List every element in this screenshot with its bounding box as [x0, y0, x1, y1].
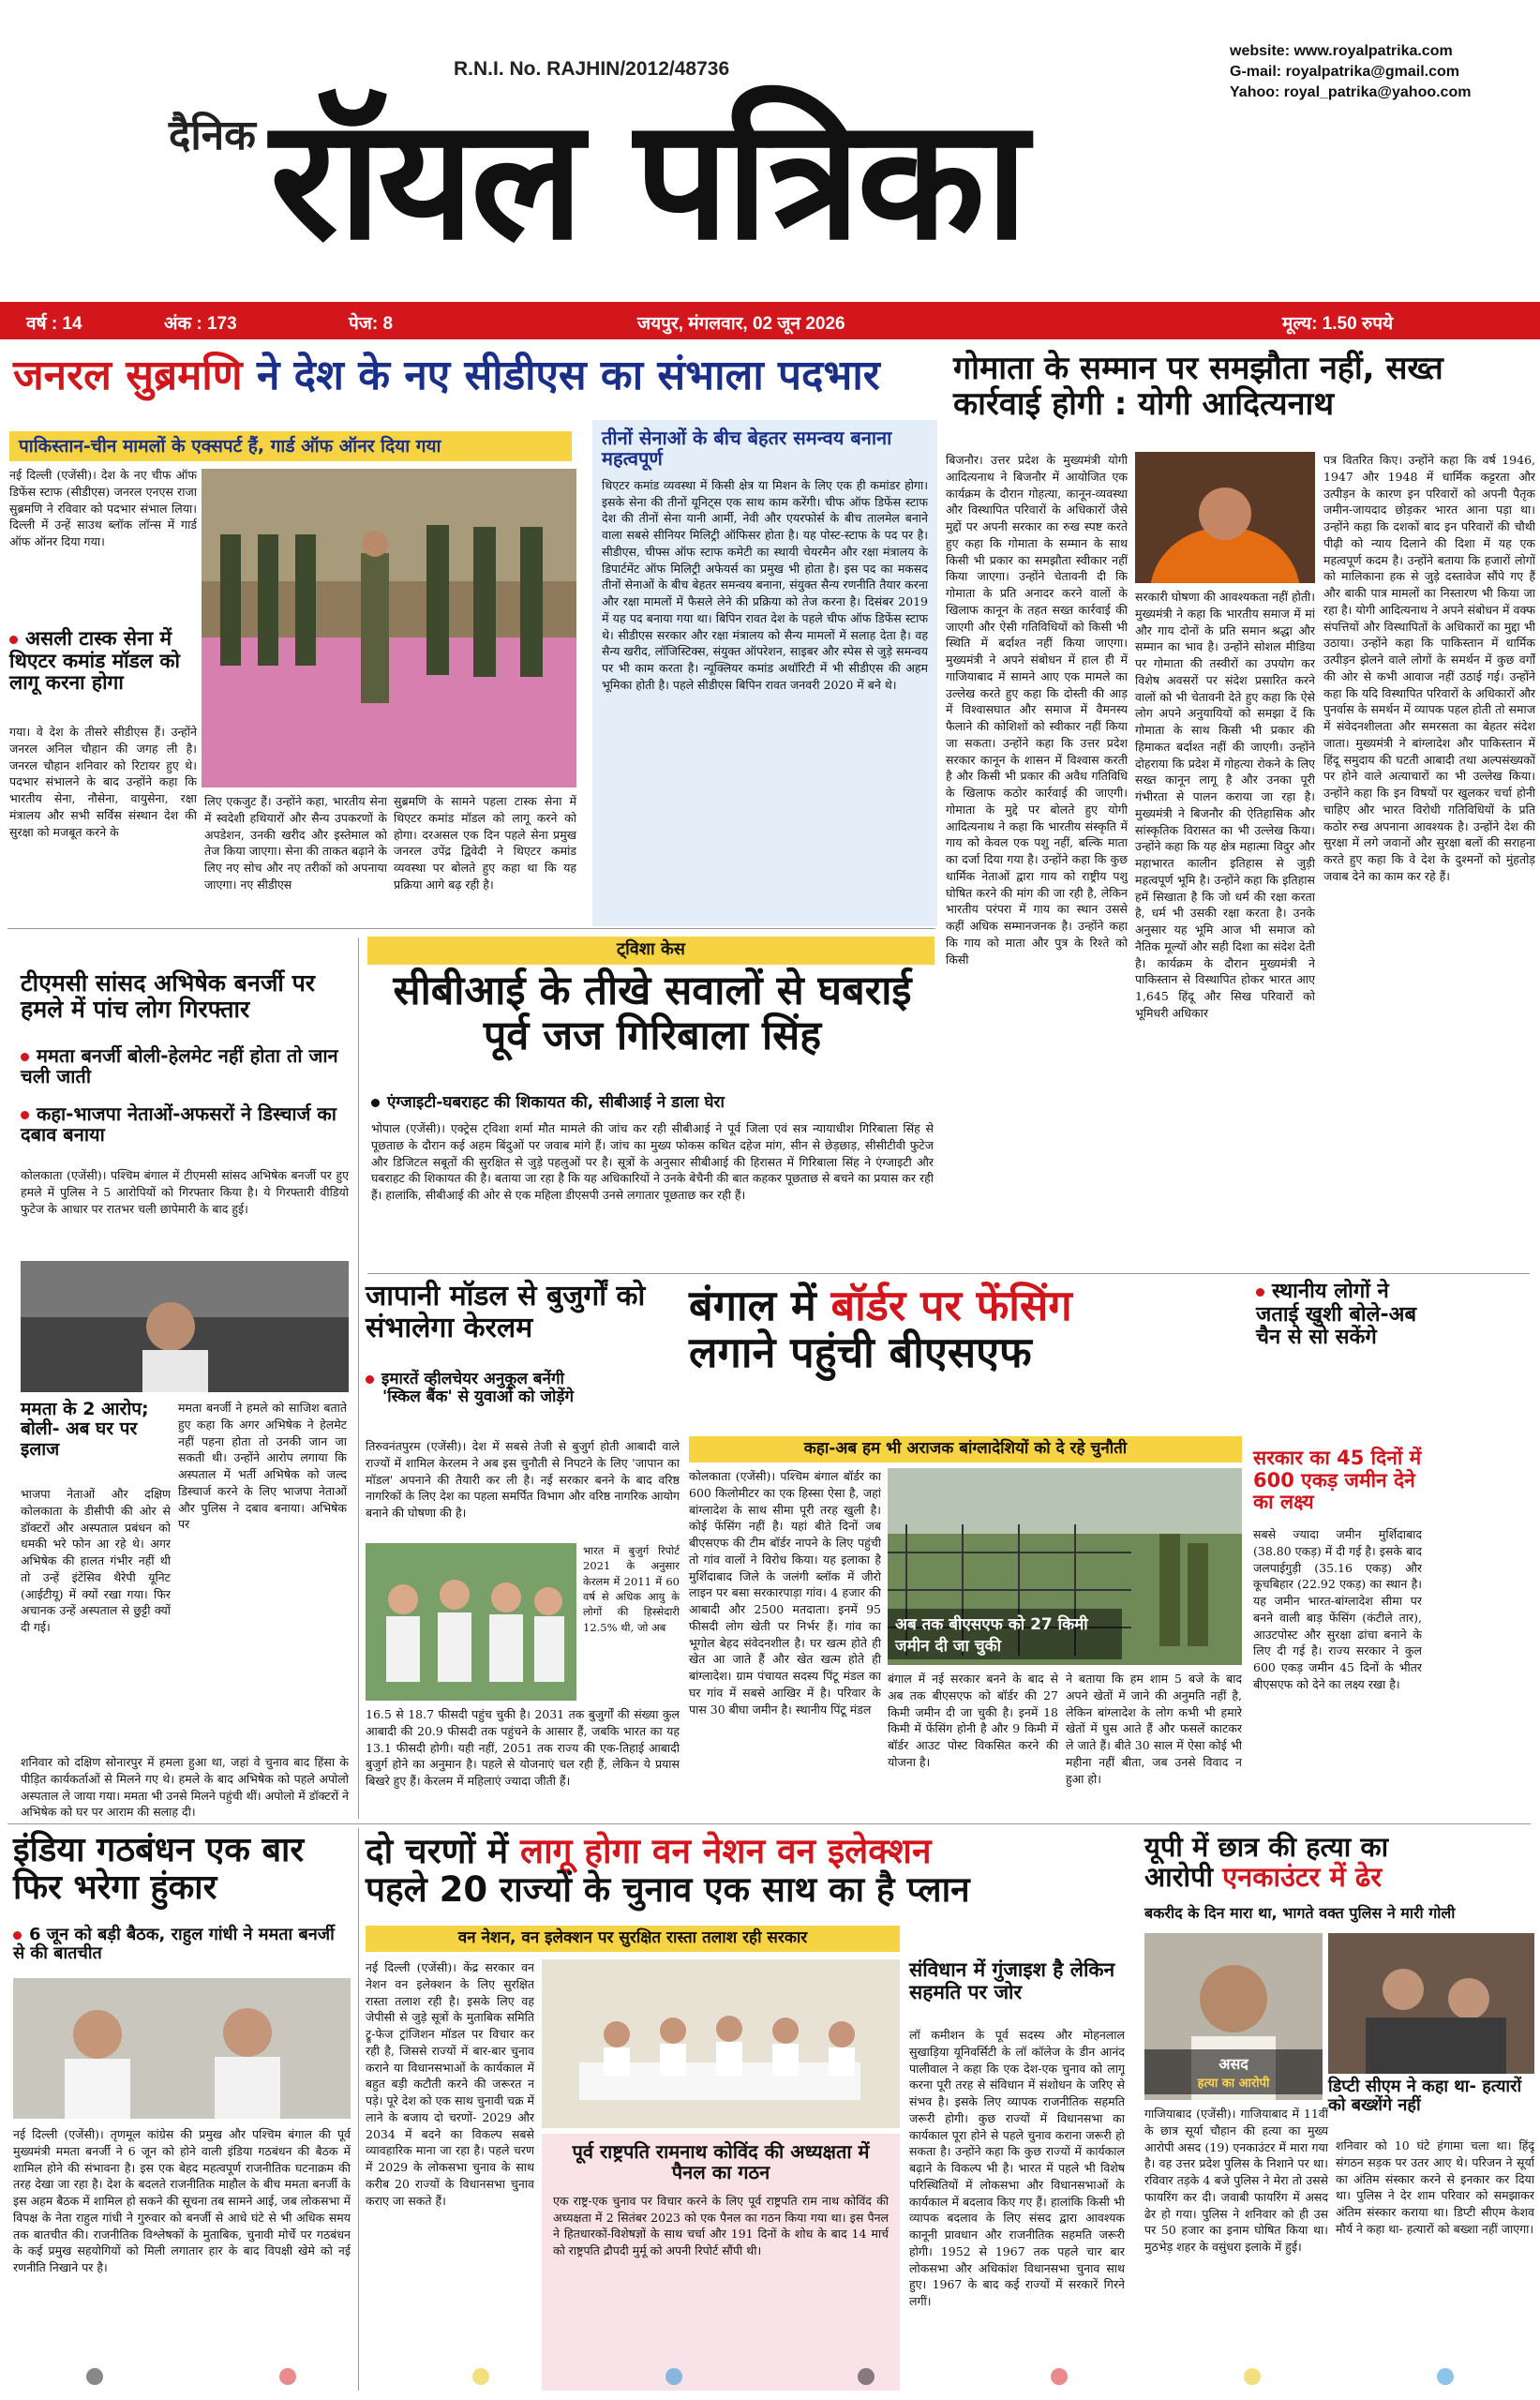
- tmc-bullet-2-text: कहा-भाजपा नेताओं-अफसरों ने डिस्चार्ज का दबाव बनाया: [21, 1102, 336, 1147]
- issue-label: अंक : 173: [164, 314, 237, 334]
- bsf-headline-red: बॉर्डर पर फेंसिंग: [830, 1281, 1072, 1330]
- bsf-headline: [689, 1282, 1251, 1377]
- divider-v2: [358, 1828, 359, 2391]
- daily-label: दैनिक: [169, 112, 256, 159]
- one-nation-head-a: दो चरणों में: [366, 1831, 509, 1871]
- kerala-col: भारत में बुजुर्ग रिपोर्ट 2021 के अनुसार केरलम में 2011 में 60 वर्ष से अधिक आयु के लोगों की हिस्सेदारी 12.5% थी, जो अब: [583, 1544, 680, 1634]
- up-deputy-cm-quote: डिप्टी सीएम ने कहा था- हत्यारों को बख्शेंगे नहीं: [1328, 2077, 1522, 2116]
- cds-lead-text: नई दिल्ली (एजेंसी)। देश के नए चीफ ऑफ डिफेंस स्टाफ (सीडीएस) जनरल एनएस राजा सुब्रमणि ने रविवार को पदभार संभाल लिया। दिल्ली में उन्हें साउथ ब्लॉक लॉन्स में गार्ड ऑफ ऑनर दिया गया।: [9, 468, 197, 548]
- year-label: वर्ष : 14: [26, 314, 82, 334]
- story-up-encounter: [1139, 1828, 1540, 2400]
- elderly-group-image: [366, 1543, 576, 1701]
- story-cds: [0, 347, 947, 928]
- alliance-photo: [13, 1978, 351, 2119]
- kerala-headline: जापानी मॉडल से बुजुर्गों को संभालेगा केरलम: [366, 1280, 646, 1344]
- page-count: पेज: 8: [349, 314, 394, 334]
- tmc-bullet-1-text: ममता बनर्जी बोली-हेलमेट नहीं होता तो जान चली जाती: [21, 1044, 338, 1088]
- tmc-side-body: भाजपा नेताओं और दक्षिण कोलकाता के डीसीपी की ओर से डॉक्टरों और अस्पताल प्रबंधन को धमकी भरे फोन आ रहे थे। अगर अभिषेक की हालत गंभीर नहीं थी तो उन्हें इंटेंसिव थैरेपी यूनिट (आईटीयू) में क्यों रखा गया। फिर अचानक उन्हें अस्पताल से छुट्टी क्यों दी गई।: [21, 1487, 171, 1634]
- bsf-headline-1: बंगाल में: [689, 1281, 816, 1330]
- kerala-lead: तिरुवनंतपुरम (एजेंसी)। देश में सबसे तेजी से बुजुर्ग होती आबादी वाले राज्यों में शामिल केरलम ने अब इस चुनौती से निपटने के लिए 'जापान का मॉडल' अपनाने की तैयारी कर ली है। नई सरकार बनने के बाद वरिष्ठ नागरिकों के लिए देश का पहला समर्पित विभाग और वरिष्ठ नागरिक आयोग बनाने की घोषणा की है।: [366, 1439, 680, 1520]
- masthead: [0, 0, 1540, 300]
- up-photo-1: [1144, 1933, 1323, 2100]
- one-nation-panel-box: [542, 2134, 900, 2391]
- bsf-strap: कहा-अब हम भी अराजक बांग्लादेशियों को दे रहे चुनौती: [689, 1436, 1242, 1462]
- cds-headline-red: जनरल सुब्रमणि: [13, 352, 243, 399]
- story-yogi: [942, 347, 1540, 1266]
- bullet-icon: [21, 1053, 29, 1061]
- divider-3: [7, 1823, 1531, 1824]
- story-cbi: [367, 933, 934, 1270]
- cbi-bullet: [371, 1094, 934, 1112]
- one-nation-strap: वन नेशन, वन इलेक्शन पर सुरक्षित रास्ता तलाश रही सरकार: [366, 1926, 900, 1952]
- bsf-under-1: बंगाल में नई सरकार बनने के बाद से अब तक बीएसएफ को बॉर्डर की 27 किमी जमीन दी जा चुकी है। इनमें 18 किमी में फेंसिंग होनी है और 9 किमी में बॉर्डर आउट पोस्ट विकसित करने की योजना है।: [888, 1672, 1058, 1769]
- cds-body-col1: गया। वे देश के तीसरे सीडीएस हैं। उन्होंने जनरल अनिल चौहान की जगह ली है। जनरल चौहान शनिवार को रिटायर हुए थे। पदभार संभालने के बाद उन्होंने कहा कि भारतीय सेना, नौसेना, वायुसेना, रक्षा मंत्रालय और सभी सर्विस संस्थान देश की सुरक्षा को मजबूत करने के: [9, 725, 197, 839]
- cds-guard-photo: [202, 469, 576, 788]
- bsf-side-head: [1256, 1281, 1425, 1350]
- bsf-land-head: सरकार का 45 दिनों में 600 एकड़ जमीन देने का लक्ष्य: [1253, 1447, 1422, 1514]
- price-label: मूल्य: 1.50 रुपये: [1282, 314, 1394, 334]
- yogi-col3: पत्र वितरित किए। उन्होंने कहा कि वर्ष 1946, 1947 और 1948 में धार्मिक कट्टरता और उत्पीड़न के कारण इन परिवारों को अपनी पैतृक जमीन-जायदाद छोड़कर भारत आना पड़ा था। उन्होंने कहा कि दशकों बाद इन परिवारों की चौथी पीढ़ी को न्याय दिलाने की दिशा में यह एक महत्वपूर्ण कदम है। उन्होंने बताया कि हजारों लोगों को मालिकाना हक से जुड़े दस्तावेज सौंपे गए हैं और बाकी पात्र मामलों का निस्तारण भी किया जा रहा है। योगी आदित्यनाथ ने अपने संबोधन में वक्फ संपत्तियों और विस्थापितों के अधिकारों का मुद्दा भी उठाया। उन्होंने कहा कि पाकिस्तान में धार्मिक उत्पीड़न झेलने वाले लोगों के समर्थन में कुछ वर्गों की ओर से कभी आवाज नहीं उठाई गई। उन्होंने कहा कि यदि विस्थापित परिवारों के अधिकारों और पुनर्वास के समर्थन में व्यापक पहल होती तो समाज में संवेदनशीलता और समरसता का बेहतर संदेश जाता। मुख्यमंत्री ने बांग्लादेश और पाकिस्तान में हिंदू समुदाय की घटती आबादी तथा अल्पसंख्यकों पर होने वाले अत्याचारों का भी उल्लेख किया। उन्होंने कहा कि इन विषयों पर खुलकर चर्चा होनी चाहिए और भारत विरोधी गतिविधियों के प्रति कठोर रुख अपनाना आवश्यक है। उन्होंने देश की सुरक्षा में लगे जवानों और सुरक्षा बलों की सराहना करते हुए कहा कि वे देश के दुश्मनों को मुंहतोड़ जवाब देने का काम कर रहे हैं।: [1323, 453, 1535, 883]
- kerala-bullet-text: इमारतें व्हीलचेयर अनुकूल बनेंगी: [381, 1370, 564, 1388]
- info-bar: [0, 302, 1540, 339]
- tmc-side-head: ममता के 2 आरोप; बोली- अब घर पर इलाज: [21, 1399, 149, 1460]
- up-headline-a: यूपी में छात्र की हत्या का: [1144, 1831, 1389, 1863]
- cds-body-col2: लिए एकजुट हैं। उन्होंने कहा, भारतीय सेना में स्वदेशी हथियारों और सैन्य उपकरणों के अपडेशन, उनकी खरीद और इस्तेमाल को तेज किया जाएगा। सेना की ताकत बढ़ाने के लिए नए सोच और नए तरीकों को अपनाया जाएगा। नए सीडीएस: [204, 794, 387, 892]
- cbi-headline: सीबीआई के तीखे सवालों से घबराई पूर्व जज गिरिबाला सिंह: [393, 968, 912, 1060]
- website-text: website: www.royalpatrika.com: [1230, 43, 1453, 59]
- cds-sidebox-body: थिएटर कमांड व्यवस्था में किसी क्षेत्र या मिशन के लिए एक ही कमांडर होगा। इसके सेना की तीनों यूनिट्स एक साथ काम करेंगी। चीफ ऑफ डिफेंस स्टाफ देश की तीनों सेना यानी आर्मी, नेवी और एयरफोर्स के बीच तालमेल बनाने वाला सबसे सीनियर मिलिट्री ऑफिसर होता है। यह पोस्ट-स्टाफ के पद पर है। सीडीएस, चीफ्स ऑफ स्टाफ कमेटी का स्थायी चेयरमैन और रक्षा मंत्रालय के डिपार्टमेंट ऑफ मिलिट्री अफेयर्स का प्रमुख भी होता है। इस पद का मकसद तीनों सेनाओं के बीच बेहतर समन्वय बनाना, संयुक्त सैन्य रणनीति तैयार करना और रक्षा मामलों में फैसले लेने की प्रक्रिया को तेज करना है। दिसंबर 2019 में यह पद बनाया गया था। बिपिन रावत देश के पहले चीफ ऑफ डिफेंस स्टाफ थे। सीडीएस सरकार और रक्षा मंत्रालय को सैन्य मामलों में सलाह देता है। वह सैन्य खरीद, लॉजिस्टिक्स, संयुक्त ऑपरेशन, साइबर और स्पेस से जुड़े समन्वय पर भी काम करता है। न्यूक्लियर कमांड अथॉरिटी में भी सीडीएस की अहम भूमिका होती है। पहले सीडीएस बिपिन रावत जनवरी 2020 में बने थे।: [602, 477, 928, 692]
- color-registration-bar: [0, 2368, 1540, 2394]
- newspaper-title: रॉयल पत्रिका: [270, 82, 1025, 277]
- bsf-body: कोलकाता (एजेंसी)। पश्चिम बंगाल बॉर्डर का 600 किलोमीटर का एक हिस्सा ऐसा है, जहां बांग्लादेश के साथ सीमा पूरी तरह खुली है। कोई फेंसिंग नहीं है। यहां बीते दिनों जब बीएसएफ की टीम बॉर्डर नापने के लिए पहुंची तो गांव वालों ने विरोध किया। यह इलाका है मुर्शिदाबाद जिले के जलंगी ब्लॉक में जीरो लाइन पर बसा सरकारपाड़ा गांव। 4 हजार की आबादी और 2500 मतदाता। इनमें 95 फीसदी लोग खेती पर निर्भर हैं। गांव का भूगोल बेहद संवेदनशील है। घर खत्म होते ही खेत आ जाते हैं और खेत खत्म होते ही बांग्लादेश। ग्राम पंचायत सदस्य पिंटू मंडल का घर गांव में सबसे आखिर में है। परिवार के पास 30 बीघा जमीन है। स्थानीय पिंटू मंडल: [689, 1469, 881, 1717]
- one-nation-side-body: लॉ कमीशन के पूर्व सदस्य और मोहनलाल सुखाड़िया यूनिवर्सिटी के लॉ कॉलेज के डीन आनंद पालीवाल ने कहा कि एक देश-एक चुनाव को लागू करना पूरी तरह से संविधान में संशोधन के जरिए से संभव है। इसके लिए व्यापक राजनीतिक सहमति जरूरी होगी। कुछ राज्यों में विधानसभा का कार्यकाल पूरा होने से पहले चुनाव कराना जरूरी हो सकता है। उन्होंने कहा कि कुछ राज्यों में कार्यकाल बढ़ाने के विकल्प भी है। भारत में पहले भी विशेष परिस्थितियों में लोकसभा और विधानसभाओं के कार्यकाल में बदलाव किए गए हैं। हालांकि किसी भी व्यापक बदलाव के लिए संसद द्वारा आवश्यक कानूनी प्रावधान और राजनीतिक सहमति जरूरी होगी। 1952 से 1967 तक पहले चार बार लोकसभा और अधिकांश विधानसभा चुनाव साथ हुए। 1967 के बाद कई राज्यों में सरकारें गिरने लगीं।: [909, 2028, 1125, 2308]
- yogi-col2: सरकारी घोषणा की आवश्यकता नहीं होती। मुख्यमंत्री ने कहा कि भारतीय समाज में मां और गाय दोनों के प्रति समान श्रद्धा और सम्मान का भाव है। उन्होंने सोशल मीडिया पर गोमाता की तस्वीरों का उपयोग कर विशेष अवसरों पर संदेश प्रसारित करने वालों को भी चेतावनी देते हुए कहा कि ऐसे लोग अपने अनुयायियों को समझा दें कि गोमाता के साथ किसी भी प्रकार की हिमाकत बर्दाश्त नहीं की जाएगी। उन्होंने दोहराया कि प्रदेश में गोहत्या रोकने के लिए सख्त कानून लागू है और उनका पूरी गंभीरता से पालन कराया जा रहा है। मुख्यमंत्री ने बिजनौर की ऐतिहासिक और सांस्कृतिक विरासत का भी उल्लेख किया। उन्होंने कहा कि यह क्षेत्र महात्मा विदुर और महाभारत कालीन इतिहास से जुड़ी महत्वपूर्ण भूमि है। उन्होंने कहा कि इतिहास हमें सिखाता है कि जो धर्म की रक्षा करता है, धर्म भी उसकी रक्षा करता है। उनके अनुसार यह भूमि आज भी समाज को नैतिक मूल्यों और सही दिशा का संदेश देती है। कार्यक्रम के दौरान मुख्यमंत्री ने पाकिस्तान से विस्थापित होकर भारत आए 1,645 हिंदू और सिख परिवारों को भूमिधरी अधिकार: [1135, 590, 1315, 1020]
- story-india-alliance: [0, 1828, 356, 2400]
- kerala-bullet-text-2: 'स्किल बैंक' से युवाओं को जोड़ेंगे: [382, 1388, 575, 1407]
- bullet-icon: [1256, 1288, 1264, 1297]
- yogi-portrait-image: [1135, 452, 1315, 583]
- yogi-photo: [1135, 452, 1315, 583]
- cbi-body: भोपाल (एजेंसी)। एक्ट्रेस ट्विशा शर्मा मौत मामले की जांच कर रही सीबीआई ने पूर्व जिला एवं सत्र न्यायाधीश गिरिबाला सिंह से पूछताछ के दौरान कई अहम बिंदुओं पर जवाब मांगे हैं। जांच का मुख्य फोकस कथित दहेज मांग, सीन से छेड़छाड़, सीसीटीवी फुटेज और डिजिटल सबूतों की सुरक्षित से जुड़े पहलुओं पर है। सूत्रों के अनुसार सीबीआई की हिरासत में गिरिबाला सिंह ने एंग्जाइटी और घबराहट की शिकायत की है। बताया जा रहा है कि यह अधिकारियों ने उनके बेचैनी की बात कहकर पूछताछ से बचने का प्रयास कर रही हैं। हालांकि, सीबीआई की ओर से एक महिला डीएसपी उनसे लगातार पूछताछ कर रही हैं।: [371, 1121, 934, 1202]
- cds-sidebox: [592, 420, 937, 926]
- story-tmc: [0, 933, 356, 1833]
- tmc-lead: कोलकाता (एजेंसी)। पश्चिम बंगाल में टीएमसी सांसद अभिषेक बनर्जी पर हुए हमले में पुलिस ने 5 आरोपियों को गिरफ्तार किया है। ये गिरफ्तारी वीडियो फुटेज के आधार पर रातभर चली छापेमारी के बाद हुई।: [21, 1168, 349, 1216]
- up-strap: बकरीद के दिन मारा था, भागते वक्त पुलिस ने मारी गोली: [1144, 1904, 1456, 1922]
- cds-headline: [13, 352, 880, 398]
- bsf-headline-2: लगाने पहुंची बीएसएफ: [689, 1328, 1032, 1378]
- bsf-side-head-text: स्थानीय लोगों ने जताई खुशी बोले-अब चैन से सो सकेंगे: [1256, 1280, 1417, 1350]
- rni-number: R.N.I. No. RAJHIN/2012/48736: [454, 58, 730, 80]
- up-side: शनिवार को 10 घंटे हंगामा चला था। हिंदू संगठन सड़क पर उतर आए थे। परिजन ने सूर्या का अंतिम संस्कार करने से इनकार कर दिया था। पुलिस ने देर शाम परिवार को समझाकर अंतिम संस्कार कराया था। डिप्टी सीएम केशव मौर्य ने कहा था- हत्यारों को बख्शा नहीं जाएगा।: [1336, 2138, 1534, 2236]
- contact-block: [1230, 41, 1471, 103]
- bsf-land-body: सबसे ज्यादा जमीन मुर्शिदाबाद (38.80 एकड़) में दी गई है। इसके बाद जलपाईगुड़ी (35.16 एकड़) और कूचबिहार (22.92 एकड़) का स्थान है। यह जमीन भारत-बांग्लादेश सीमा पर बनने वाली बाड़ फेंसिंग (कंटीले तार), आउटपोस्ट और सुरक्षा ढांचा बनाने के लिए दी गई है। राज्य सरकार ने कुल 600 एकड़ जमीन 45 दिनों के भीतर बीएसएफ को देने का लक्ष्य रखा है।: [1253, 1527, 1422, 1691]
- one-nation-photo: [542, 1959, 900, 2128]
- up-photo-2: [1328, 1933, 1534, 2074]
- up-headline-b: आरोपी: [1144, 1861, 1213, 1894]
- tmc-right-body: ममता बनर्जी ने हमले को साजिश बताते हुए कहा कि अगर अभिषेक ने हेलमेट नहीं पहना होता तो उनकी जान जा सकती थी। उन्होंने आरोप लगाया कि अस्पताल में भर्ती अभिषेक को जल्द डिस्चार्ज करने के लिए भाजपा नेताओं और पुलिस ने दबाव बनाया। अभिषेक पर: [178, 1401, 347, 1532]
- bsf-under-2: ने बताया कि हम शाम 5 बजे के बाद अपने खेतों में जाने की अनुमति नहीं है, लेकिन बांग्लादेश के लोग कभी भी हमारे खेतों में घुस आते हैं और फसलें काटकर ले जाते हैं। बीते 30 साल में ऐसा कोई भी महीना नहीं बीता, जब उनसे विवाद न हुआ हो।: [1066, 1672, 1242, 1786]
- kerala-bullet: [366, 1371, 680, 1406]
- up-photo-caption-name: असद: [1219, 2055, 1248, 2073]
- up-headline: [1144, 1832, 1538, 1893]
- tmc-photo: [21, 1261, 349, 1392]
- cbi-bullet-text: एंग्जाइटी-घबराहट की शिकायत की, सीबीआई ने डाला घेरा: [387, 1093, 725, 1112]
- alliance-headline: इंडिया गठबंधन एक बार फिर भरेगा हुंकार: [13, 1831, 305, 1908]
- one-nation-head-red: लागू होगा वन नेशन वन इलेक्शन: [519, 1831, 932, 1871]
- up-headline-red: एनकाउंटर में ढेर: [1222, 1861, 1383, 1894]
- one-nation-head-b: पहले 20 राज्यों के चुनाव एक साथ का है प्लान: [366, 1869, 970, 1911]
- tmc-headline: टीएमसी सांसद अभिषेक बनर्जी पर हमले में पांच लोग गिरफ्तार: [21, 969, 315, 1023]
- yogi-headline: गोमाता के सम्मान पर समझौता नहीं, सख्त कार्रवाई होगी : योगी आदित्यनाथ: [953, 350, 1443, 424]
- panel-meeting-image: [542, 1959, 900, 2128]
- cds-sidebox-title: तीनों सेनाओं के बीच बेहतर समन्वय बनाना महत्वपूर्ण: [602, 427, 892, 471]
- alliance-body: नई दिल्ली (एजेंसी)। तृणमूल कांग्रेस की प्रमुख और पश्चिम बंगाल की पूर्व मुख्यमंत्री ममता बनर्जी ने 6 जून को होने वाली इंडिया गठबंधन की बैठक में शामिल होने की संभावना है। इस एक बेहद महत्वपूर्ण राजनीतिक घटनाक्रम की तरह देखा जा रहा है। देश के बदलते राजनीतिक माहौल के बीच ममता बनर्जी के इस अहम बैठक में शामिल हो सकने की सूचना तब सामने आई, जब लोकसभा में विपक्ष के नेता राहुल गांधी ने गुरुवार को बनर्जी से आधे घंटे से भी अधिक समय तक बातचीत की। राजनीतिक विश्लेषकों के मुताबिक, चुनावी मोर्चे पर गठबंधन के कई प्रमुख सहयोगियों को मिली लगातार हार के बाद विपक्षी खेमे को नई रणनीति निखाने पर है।: [13, 2127, 351, 2274]
- up-photo-caption-1: [1144, 2049, 1323, 2094]
- bullet-icon: [13, 1931, 22, 1940]
- story-bsf: [689, 1277, 1533, 1839]
- yahoo-text: Yahoo: royal_patrika@yahoo.com: [1230, 84, 1472, 100]
- crowd-grief-image: [1328, 1933, 1534, 2074]
- cbi-kicker: ट्विशा केस: [367, 937, 934, 965]
- guard-of-honour-image: [202, 469, 576, 788]
- tmc-tail: शनिवार को दक्षिण सोनारपुर में हमला हुआ था, जहां वे चुनाव बाद हिंसा के पीड़ित कार्यकर्ताओं से मिलने गए थे। हमले के बाद अभिषेक को पहले अपोलो अस्पताल ले जाया गया। ममता भी उनसे मिलने पहुंची थीं। अपोलो में डॉक्टरों ने अभिषेक को घर पर आराम की सलाह दी।: [21, 1755, 349, 1820]
- bullet-icon: [9, 636, 18, 644]
- kerala-photo: [366, 1543, 576, 1701]
- tmc-bullet-1: [21, 1045, 349, 1088]
- bsf-photo-caption: अब तक बीएसएफ को 27 किमी जमीन दी जा चुकी: [888, 1609, 1122, 1659]
- up-body: गाजियाबाद (एजेंसी)। गाजियाबाद में 11वीं के छात्र सूर्या चौहान की हत्या का मुख्य आरोपी असद (19) एनकाउंटर में मारा गया है। वह उत्तर प्रदेश पुलिस के निशाने पर था। रविवार तड़के 4 बजे पुलिस ने मेरा तो उससे फायरिंग कर दी। जवाबी फायरिंग में असद ढेर हो गया। पुलिस ने शनिवार को ही उस पर 50 हजार का इनाम घोषित किया था। मुठभेड़ शहर के वसुंधरा इलाके में हुई।: [1144, 2107, 1328, 2254]
- story-kerala: [366, 1277, 684, 1839]
- tmc-bullet-2: [21, 1103, 349, 1146]
- alliance-bullet-text: 6 जून को बड़ी बैठक, राहुल गांधी ने ममता बनर्जी से की बातचीत: [13, 1925, 335, 1964]
- divider-v1: [358, 938, 359, 1819]
- leaders-meeting-image: [13, 1978, 351, 2119]
- cds-headline-blue: ने देश के नए सीडीएस का संभाला पदभार: [256, 352, 880, 399]
- car-interior-image: [21, 1261, 349, 1392]
- up-photo-caption-role: हत्या का आरोपी: [1197, 2077, 1270, 2091]
- one-nation-panel-head: पूर्व राष्ट्रपति रामनाथ कोविंद की अध्यक्षता में पैनल का गठन: [572, 2140, 870, 2184]
- cds-strap: पाकिस्तान-चीन मामलों के एक्सपर्ट हैं, गार्ड ऑफ ऑनर दिया गया: [9, 431, 572, 461]
- kerala-tail: 16.5 से 18.7 फीसदी पहुंच चुकी है। 2031 तक बुजुर्गों की संख्या कुल आबादी की 20.9 फीसदी तक पहुंचने के आसार हैं, जबकि भारत का यह 13.1 फीसदी होगी। यही नहीं, 2051 तक राज्य की एक-तिहाई आबादी बुजुर्ग होने का अनुमान है। पहले से योजनाएं चल रही हैं, लेकिन ये प्रयास बिखरे हुए हैं। केरलम में महिलाएं ज्यादा जीती हैं।: [366, 1707, 680, 1788]
- dateline: जयपुर, मंगलवार, 02 जून 2026: [637, 314, 845, 334]
- story-one-nation: [366, 1828, 1134, 2400]
- one-nation-body: नई दिल्ली (एजेंसी)। केंद्र सरकार वन नेशन वन इलेक्शन के लिए सुरक्षित रास्ता तलाश रही है। इसके लिए वह जेपीसी से जुड़े सूत्रों के मुताबिक समिति ट्रू-फेज ट्रांजिशन मॉडल पर विचार कर रही है, जिससे राज्यों में बार-बार चुनाव कराने या विधानसभाओं के कार्यकाल में बहुत बड़ी कटौती करने की जरूरत न पड़े। पूरे देश को एक साथ चुनावी चक्र में लाने के बजाय दो चरणों- 2029 और 2034 में बदने का विकल्प सबसे व्यावहारिक माना जा रहा है। पहले चरण में 2029 के लोकसभा चुनाव के साथ करीब 20 राज्यों के विधानसभा चुनाव कराए जा सकते हैं।: [366, 1960, 534, 2208]
- one-nation-headline: [366, 1832, 1134, 1910]
- one-nation-panel-body: एक राष्ट्र-एक चुनाव पर विचार करने के लिए पूर्व राष्ट्रपति राम नाथ कोविंद की अध्यक्षता में 2 सितंबर 2023 को एक पैनल का गठन किया गया था। इस पैनल ने हितधारकों-विशेषज्ञों के साथ चर्चा और 191 दिनों के शोध के बाद 14 मार्च को राष्ट्रपति द्रौपदी मुर्मू को अपनी रिपोर्ट सौंपी थी।: [553, 2193, 889, 2258]
- alliance-bullet: [13, 1926, 351, 1963]
- bullet-icon: [366, 1375, 374, 1384]
- bsf-photo: [888, 1468, 1242, 1665]
- yogi-col1: बिजनौर। उत्तर प्रदेश के मुख्यमंत्री योगी आदित्यनाथ ने बिजनौर में आयोजित एक कार्यक्रम के दौरान गोहत्या, कानून-व्यवस्था और विस्थापित परिवारों के अधिकारों जैसे मुद्दों पर अपनी सरकार का रुख स्पष्ट करते हुए कहा कि गोमाता के सम्मान के साथ किसी भी प्रकार का समझौता स्वीकार नहीं किया जाएगा। उन्होंने चेतावनी दी कि गोमाता के प्रति अनादर करने वालों के खिलाफ कानून के तहत सख्त कार्रवाई की जाएगी और ऐसी गतिविधियों को किसी भी स्थिति में बर्दाश्त नहीं किया जाएगा। मुख्यमंत्री ने अपने संबोधन में हाल ही में गाजियाबाद में सामने आए एक मामले का उल्लेख करते हुए कहा कि दोस्ती की आड़ में विश्वासघात और समाज में वैमनस्य फैलाने की कोशिशों को स्वीकार नहीं किया जा सकता। उन्होंने कहा कि उत्तर प्रदेश सरकार कानून के शासन में विश्वास करती है और किसी भी प्रकार की अवैध गतिविधि के खिलाफ कठोर कार्रवाई की जाएगी। गोमाता के मुद्दे पर बोलते हुए योगी आदित्यनाथ ने कहा कि भारतीय संस्कृति में गाय को केवल एक पशु नहीं, बल्कि माता का दर्जा दिया गया है। उन्होंने कहा कि कुछ धार्मिक नेताओं द्वारा गाय को राष्ट्रीय पशु घोषित करने की मांग की जा रही है, लेकिन भारतीय परंपरा में गाय का स्थान उससे कहीं अधिक सम्मानजनक है। उन्होंने कहा कि गाय को माता और पुत्र के रिश्ते को किसी: [946, 453, 1128, 967]
- bullet-icon: [21, 1111, 29, 1119]
- cds-pull-quote: [9, 628, 197, 695]
- one-nation-side-head: संविधान में गुंजाइश है लेकिन सहमति पर जोर: [909, 1958, 1115, 2003]
- cds-body-col3: सुब्रमणि के सामने पहला टास्क सेना में थिएटर कमांड मॉडल को लागू करने को होगा। दरअसल एक दिन पहले सेना प्रमुख जनरल उपेंद्र द्विवेदी ने थिएटर कमांड व्यवस्था पर बोलते हुए कहा था कि यह प्रक्रिया आगे बढ़ रही है।: [394, 794, 576, 892]
- cds-pull-text: असली टास्क सेना में थिएटर कमांड मॉडल को लागू करना होगा: [9, 627, 180, 695]
- gmail-text: G-mail: royalpatrika@gmail.com: [1230, 64, 1460, 80]
- divider-2: [367, 1273, 1530, 1274]
- bullet-icon: [371, 1099, 380, 1107]
- divider-1: [7, 928, 935, 929]
